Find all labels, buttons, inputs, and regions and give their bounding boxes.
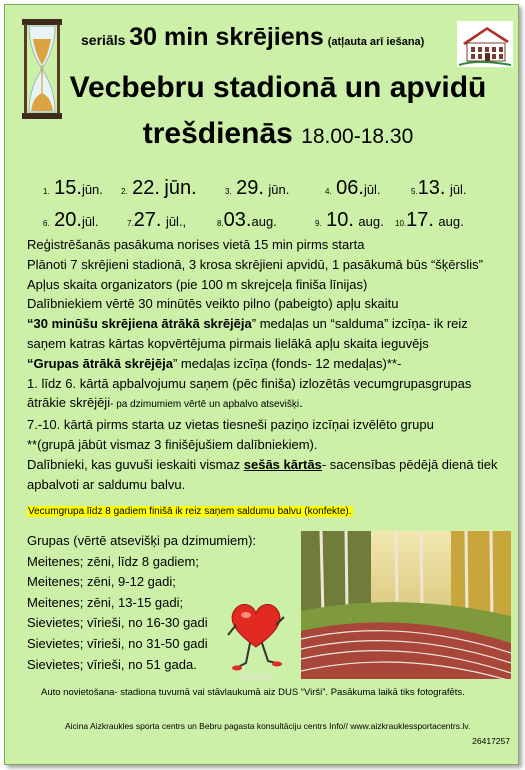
group-item: Sievietes; vīrieši, no 31-50 gadi xyxy=(27,635,208,651)
sweets-prize-line: apbalvoti ar saldumu balvu. xyxy=(27,476,186,492)
series-title xyxy=(81,23,424,52)
group-item: Meitenes; zēni, līdz 8 gadiem; xyxy=(27,553,199,569)
group-size-line: **(grupā jābūt vismaz 3 finišējušiem dalībniekiem). xyxy=(27,436,318,452)
date-item: 2. 22. jūn. xyxy=(121,177,197,199)
event-poster xyxy=(4,4,519,765)
date-item: 8.03.aug. xyxy=(217,209,277,231)
date-item: 10.17. aug. xyxy=(395,209,464,231)
event-title: 30 min skrējiens xyxy=(129,23,324,51)
time-label: 18.00-18.30 xyxy=(301,125,414,148)
hourglass-icon xyxy=(19,19,65,119)
groups-heading: Grupas (vērtē atsevišķi pa dzimumiem): xyxy=(27,533,257,548)
location-title: Vecbebru stadionā un apvidū xyxy=(69,71,487,104)
rounds-1-6-line: 1. līdz 6. kārtā apbalvojumu saņem (pēc finiša) izlozētās vecumgrupasgrupas xyxy=(27,375,472,391)
date-item: 4. 06.jūl. xyxy=(325,177,381,199)
group-item: Meitenes; zēni, 13-15 gadi; xyxy=(27,594,184,610)
group-item: Sievietes; vīrieši, no 16-30 gadi xyxy=(27,615,208,631)
group-item: Meitenes; zēni, 9-12 gadi; xyxy=(27,574,176,590)
date-item: 7.27. jūl., xyxy=(127,209,187,231)
date-item: 5.13. jūl. xyxy=(411,177,467,199)
running-heart-icon xyxy=(226,595,286,683)
counting-line: Apļus skaita organizators (pie 100 m skrejceļa finiša līnijas) xyxy=(27,276,368,292)
date-item: 3. 29. jūn. xyxy=(225,177,290,199)
contact-phone: 26417257 xyxy=(472,736,510,746)
weekday-label: trešdienās xyxy=(142,117,293,150)
six-rounds-line: Dalībnieki, kas guvuši ieskaiti vismaz sešās kārtās- sacensības pēdējā dienā tiek xyxy=(27,456,498,472)
organizer-info: Aicina Aizkraukles sporta centrs un Bebru pagasta konsultāciju centrs Info// www.aizkrauklessportacentrs.lv. xyxy=(65,721,471,731)
rounds-7-10-line: 7.-10. kārtā pirms starta uz vietas tiesneši paziņo izcīņai izvēlēto grupu xyxy=(27,417,434,433)
date-item: 6. 20.jūl. xyxy=(43,209,99,231)
groups-list xyxy=(27,531,256,675)
date-item: 1. 15.jūn. xyxy=(43,177,103,199)
running-track-photo xyxy=(301,531,511,679)
fastest-runner-line: “30 minūšu skrējiena ātrākā skrējēja” medaļas un “salduma” izcīņa- ik reiz xyxy=(27,316,468,332)
group-medal-line: “Grupas ātrākā skrējēja” medaļas izcīņa (fonds- 12 medaļas)**- xyxy=(27,355,402,371)
schedule-title xyxy=(63,117,493,151)
plan-line: Plānoti 7 skrējieni stadionā, 3 krosa skrējieni apvidū, 1 pasākumā būs “šķērslis” xyxy=(27,256,483,272)
winner-line: saņem katras kārtas kopvērtējuma pirmais lielākā apļu skaita ieguvējs xyxy=(27,335,429,351)
walking-note: (atļauta arī iešana) xyxy=(327,36,425,48)
highlight-note: Vecumgrupa līdz 8 gadiem finišā ik reiz saņem saldumu balvu (konfekte). xyxy=(28,506,352,517)
series-prefix: seriāls xyxy=(81,32,126,48)
rounds-1-6-cont-line: ātrākie skrējēji- pa dzimumiem vērtē un apbalvo atsevišķi. xyxy=(27,395,303,411)
parking-note: Auto novietošana- stadiona tuvumā vai stāvlaukumā aiz DUS “Virši”. Pasākuma laikā tiks fotografēts. xyxy=(41,687,465,698)
registration-line: Reģistrēšanās pasākuma norises vietā 15 min pirms starta xyxy=(27,237,365,252)
house-logo-icon xyxy=(457,21,513,67)
scoring-line: Dalībniekiem vērtē 30 minūtēs veikto pilno (pabeigto) apļu skaitu xyxy=(27,296,399,312)
rules-text xyxy=(27,235,512,494)
group-item: Sievietes; vīrieši, no 51 gada. xyxy=(27,656,197,672)
date-item: 9. 10. aug. xyxy=(315,209,384,231)
